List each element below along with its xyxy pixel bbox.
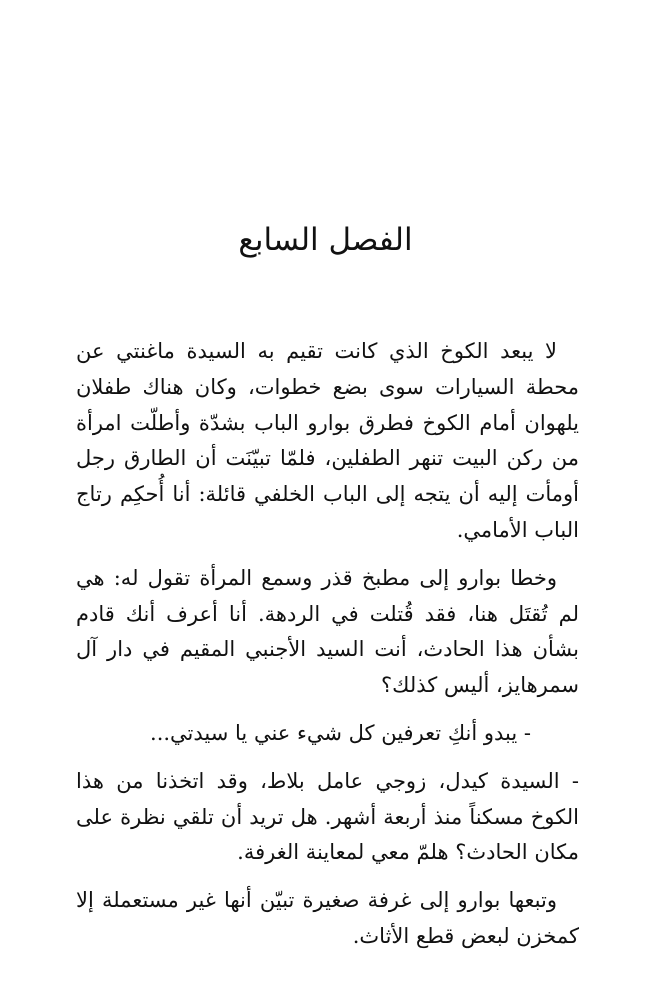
dialogue-line-2: - السيدة كيدل، زوجي عامل بلاط، وقد اتخذنا من هذا الكوخ مسكناً منذ أربعة أشهر. هل تريد أن تلقي نظرة على مكان الحادث؟ هلمّ معي لمعاينة الغرفة.: [76, 768, 579, 865]
chapter-title: الفصل السابع: [238, 222, 413, 258]
body-text: [76, 334, 579, 967]
paragraph-2: وخطا بوارو إلى مطبخ قذر وسمع المرأة تقول له: هي لم تُقتَل هنا، فقد قُتلت في الردهة. أنا أعرف أنك قادم بشأن هذا الحادث، أنت السيد الأجنبي المقيم في دار آل سمرهايز، أليس كذلك؟: [76, 565, 579, 698]
paragraph-5: وتبعها بوارو إلى غرفة صغيرة تبيّن أنها غير مستعملة إلا كمخزن لبعض قطع الأثاث.: [76, 888, 579, 948]
paragraph-1: لا يبعد الكوخ الذي كانت تقيم به السيدة ماغنتي عن محطة السيارات سوى بضع خطوات، وكان هناك طفلان يلهوان أمام الكوخ فطرق بوارو الباب بشدّة وأطلّت امرأة من ركن البيت تنهر الطفلين، فلمّا تبيّنَت أن الطارق رجل أومأت إليه أن يتجه إلى الباب الخلفي قائلة: أنا أُحكِم رتاج الباب الأمامي.: [76, 339, 579, 542]
dialogue-line-1: - يبدو أنكِ تعرفين كل شيء عني يا سيدتي...: [150, 720, 531, 745]
